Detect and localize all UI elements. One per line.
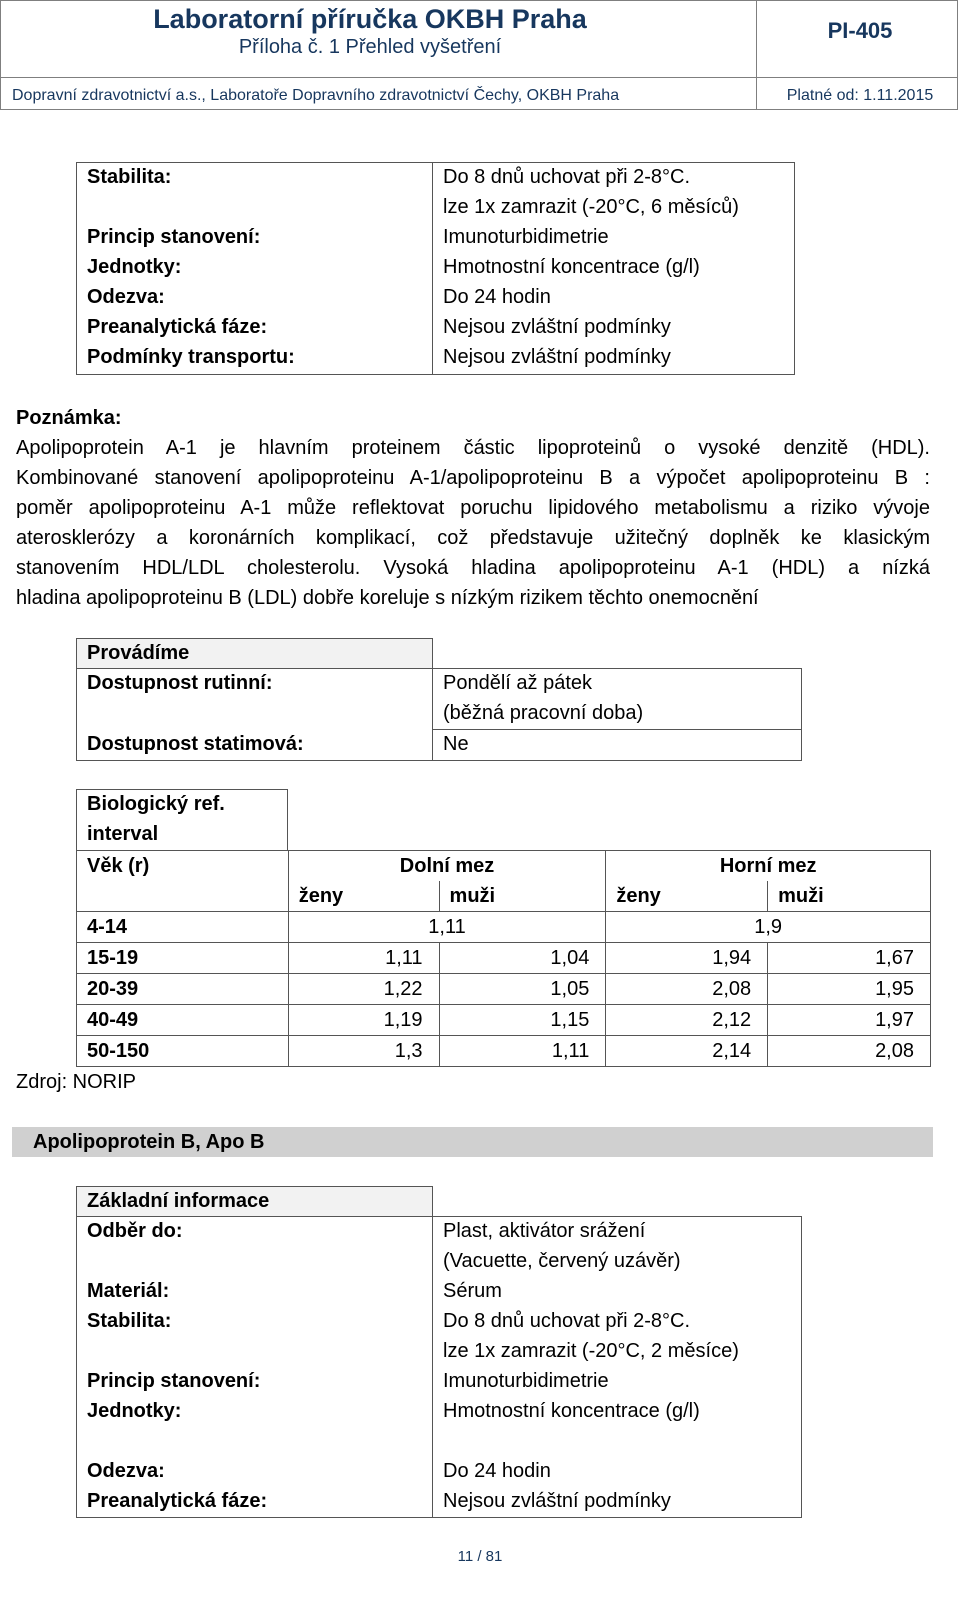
rutinni-label: Dostupnost rutinní: [87, 672, 273, 694]
jednotky-value: Hmotnostní koncentrace (g/l) [443, 1400, 700, 1422]
rutinni-value-line: (běžná pracovní doba) [443, 702, 644, 724]
stabilita-label: Stabilita: [87, 1310, 172, 1332]
odber-label: Odběr do: [87, 1220, 183, 1242]
document-subtitle: Příloha č. 1 Přehled vyšetření [238, 36, 502, 58]
princip-value: Imunoturbidimetrie [443, 1370, 609, 1392]
col-upper-header: Horní mez [606, 851, 931, 882]
col-age-header: Věk (r) [77, 851, 289, 882]
odezva-value: Do 24 hodin [443, 1460, 551, 1482]
page-number: 11 / 81 [457, 1548, 503, 1565]
document-title: Laboratorní příručka OKBH Praha [153, 4, 587, 34]
material-value: Sérum [443, 1280, 502, 1302]
stabilita-value-2: lze 1x zamrazit (-20°C, 6 měsíců) [443, 196, 739, 218]
ref-heading-line: interval [87, 823, 159, 845]
empty-cell [77, 881, 289, 912]
note-line: Kombinované stanovení apolipoproteinu A-1/apolipoproteinu B a výpočet apolipoproteinu B : [16, 467, 930, 489]
lower-cell: 1,11 [288, 912, 606, 943]
jednotky-label: Jednotky: [87, 1400, 182, 1422]
table-row [77, 912, 931, 943]
age-cell: 50-150 [77, 1036, 289, 1067]
upper-women-cell: 2,14 [606, 1036, 768, 1067]
info2-values [443, 1216, 739, 1516]
ref-heading-line: Biologický ref. [87, 793, 225, 815]
rutinni-value-line: Pondělí až pátek [443, 672, 592, 694]
note-body [16, 433, 930, 613]
upper-women-cell: 2,12 [606, 1005, 768, 1036]
age-cell: 4-14 [77, 912, 289, 943]
info1-labels [87, 162, 295, 372]
sub-women-header: ženy [288, 881, 439, 912]
upper-women-cell: 2,08 [606, 974, 768, 1005]
statim-value: Ne [443, 733, 469, 755]
lower-men-cell: 1,04 [439, 943, 606, 974]
note-line: poměr apolipoproteinu A-1 může reflektovat poruchu lipidového metabolismu a riziko vývoje [16, 497, 930, 519]
organization-name: Dopravní zdravotnictví a.s., Laboratoře Dopravního zdravotnictví Čechy, OKBH Praha [12, 87, 620, 104]
stabilita-value: Do 8 dnů uchovat při 2-8°C. [443, 166, 691, 188]
note-line: stanovením HDL/LDL cholesterolu. Vysoká hladina apolipoproteinu A-1 (HDL) a nízká [16, 557, 930, 579]
col-lower-header: Dolní mez [288, 851, 606, 882]
rutinni-value [443, 668, 643, 728]
stabilita-label: Stabilita: [87, 166, 172, 188]
table-row [77, 851, 931, 882]
stabilita-value-2: lze 1x zamrazit (-20°C, 2 měsíce) [443, 1340, 739, 1362]
upper-men-cell: 1,95 [768, 974, 931, 1005]
stabilita-value: Do 8 dnů uchovat při 2-8°C. [443, 1310, 691, 1332]
info1-values [443, 162, 739, 372]
note-line: hladina apolipoproteinu B (LDL) dobře koreluje s nízkým rizikem těchto onemocnění [16, 587, 759, 609]
odezva-value: Do 24 hodin [443, 286, 551, 308]
valid-from-date: Platné od: 1.11.2015 [786, 87, 934, 104]
lower-women-cell: 1,22 [288, 974, 439, 1005]
lower-women-cell: 1,11 [288, 943, 439, 974]
transport-label: Podmínky transportu: [87, 346, 295, 368]
upper-cell: 1,9 [606, 912, 931, 943]
lower-men-cell: 1,11 [439, 1036, 606, 1067]
table-row [77, 1005, 931, 1036]
age-cell: 20-39 [77, 974, 289, 1005]
document-code: PI-405 [827, 18, 893, 43]
lower-women-cell: 1,19 [288, 1005, 439, 1036]
statim-value-cell [432, 729, 802, 761]
table-row [77, 943, 931, 974]
table-row [77, 974, 931, 1005]
preanal-value: Nejsou zvláštní podmínky [443, 1490, 671, 1512]
material-label: Materiál: [87, 1280, 170, 1302]
princip-label: Princip stanovení: [87, 1370, 261, 1392]
document-header [0, 0, 958, 110]
reference-source: Zdroj: NORIP [16, 1071, 137, 1093]
lower-men-cell: 1,15 [439, 1005, 606, 1036]
odezva-label: Odezva: [87, 1460, 165, 1482]
preanal-value: Nejsou zvláštní podmínky [443, 316, 671, 338]
sub-women-header: ženy [606, 881, 768, 912]
jednotky-label: Jednotky: [87, 256, 182, 278]
sub-men-header: muži [768, 881, 931, 912]
jednotky-value: Hmotnostní koncentrace (g/l) [443, 256, 700, 278]
note-label: Poznámka: [16, 407, 122, 429]
princip-value: Imunoturbidimetrie [443, 226, 609, 248]
odezva-label: Odezva: [87, 286, 165, 308]
basic-info-heading: Základní informace [87, 1190, 270, 1212]
preanal-label: Preanalytická fáze: [87, 1490, 268, 1512]
odber-value-2: (Vacuette, červený uzávěr) [443, 1250, 681, 1272]
lower-women-cell: 1,3 [288, 1036, 439, 1067]
reference-table [76, 850, 931, 1067]
upper-men-cell: 1,97 [768, 1005, 931, 1036]
statim-label: Dostupnost statimová: [87, 733, 304, 755]
note-line: aterosklerózy a koronárních komplikací, což představuje užitečný doplněk ke klasickým [16, 527, 930, 549]
availability-heading: Provádíme [87, 642, 190, 664]
section-title: Apolipoprotein B, Apo B [33, 1131, 265, 1153]
age-cell: 15-19 [77, 943, 289, 974]
info2-labels [87, 1216, 267, 1516]
lower-men-cell: 1,05 [439, 974, 606, 1005]
odber-value: Plast, aktivátor srážení [443, 1220, 646, 1242]
table-row [77, 1036, 931, 1067]
transport-value: Nejsou zvláštní podmínky [443, 346, 671, 368]
preanal-label: Preanalytická fáze: [87, 316, 268, 338]
princip-label: Princip stanovení: [87, 226, 261, 248]
note-line: Apolipoprotein A-1 je hlavním proteinem částic lipoproteinů o vysoké denzitě (HDL). [16, 437, 930, 459]
ref-heading [87, 789, 225, 849]
sub-men-header: muži [439, 881, 606, 912]
age-cell: 40-49 [77, 1005, 289, 1036]
table-row [77, 881, 931, 912]
upper-men-cell: 2,08 [768, 1036, 931, 1067]
upper-men-cell: 1,67 [768, 943, 931, 974]
upper-women-cell: 1,94 [606, 943, 768, 974]
